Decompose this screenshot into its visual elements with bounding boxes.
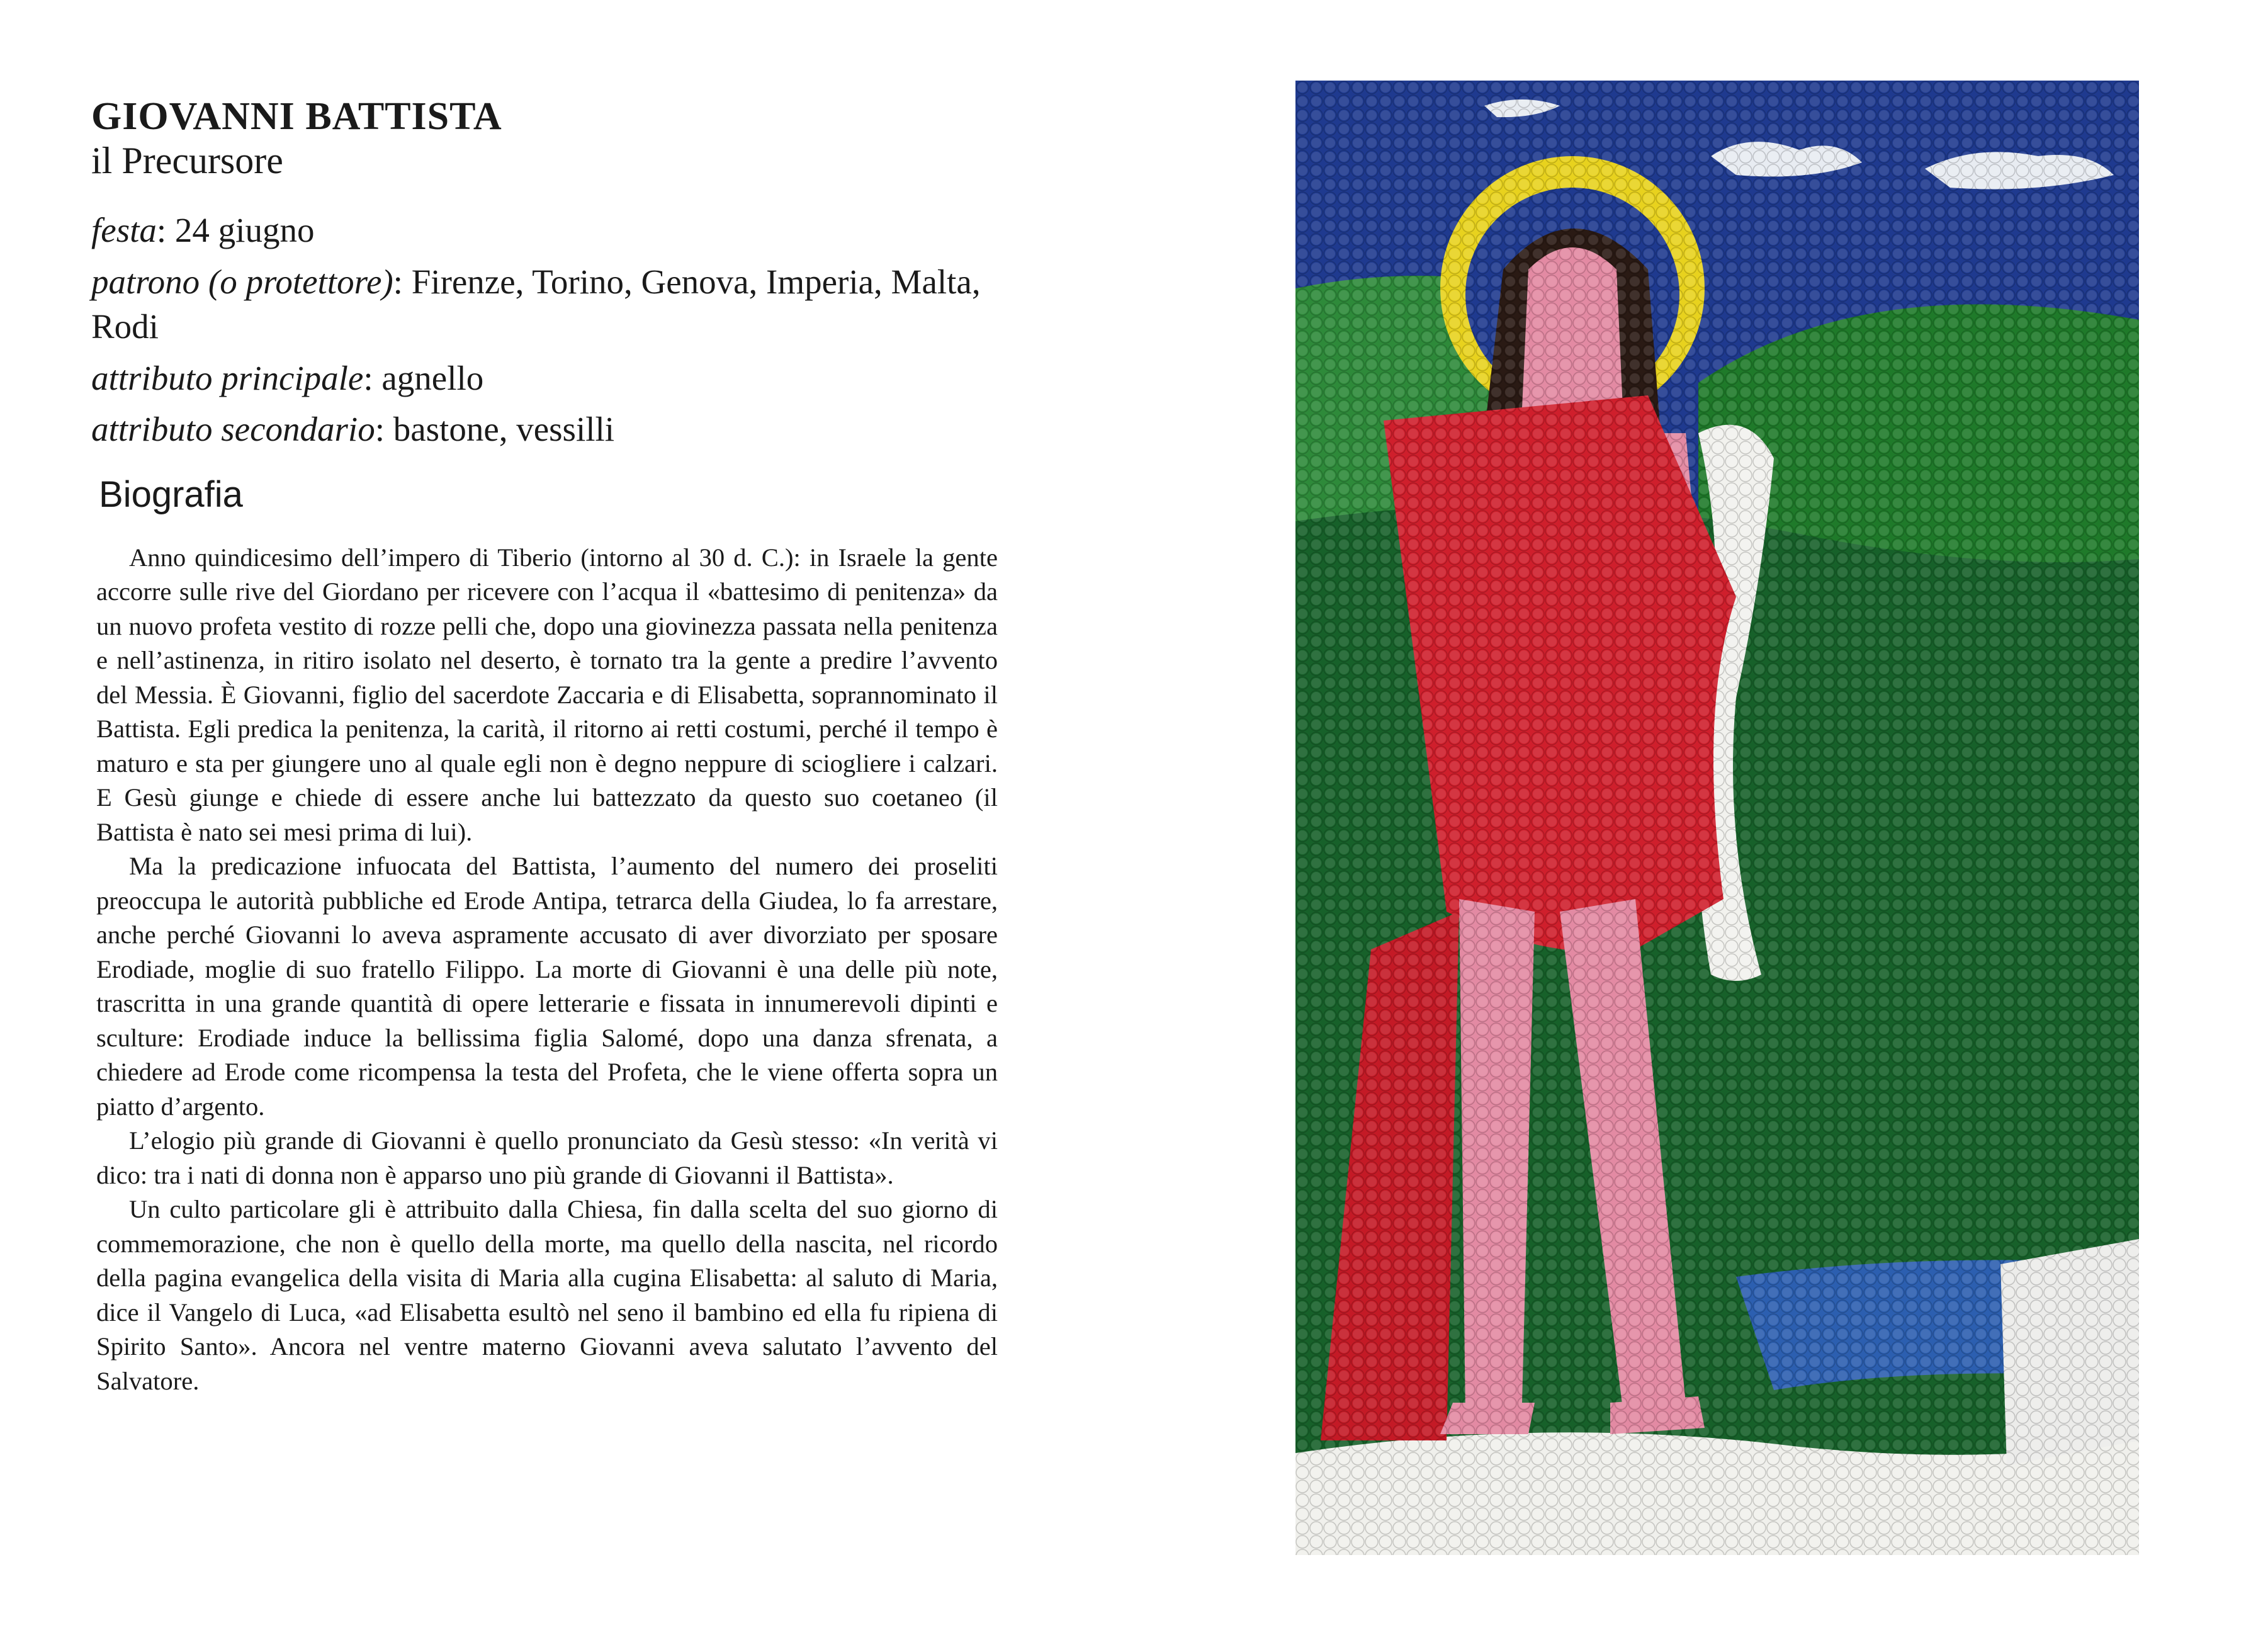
mosaic-svg: [1295, 81, 2139, 1555]
meta-main-attribute: [91, 356, 998, 401]
meta-value: : 24 giugno: [156, 211, 315, 250]
saint-name: GIOVANNI BATTISTA: [91, 95, 502, 138]
biography-paragraph: Un culto particolare gli è attribuito dalla Chiesa, fin dalla scelta del suo giorno di commemorazione, che non è quello della morte, ma quello della nascita, nel ricordo della pagina evangelica della visita di Maria alla cugina Elisabetta: al saluto di Maria, dice il Vangelo di Luca, «ad Elisabetta esultò nel seno il bambino ed ella fu ripiena di Spirito Santo». Ancora nel ventre materno Giovanni aveva salutato l’avvento del Salvatore.: [96, 1195, 998, 1395]
biography-paragraph: Ma la predicazione infuocata del Battista, l’aumento del numero dei proseliti preoccupa le autorità pubbliche ed Erode Antipa, tetrarca della Giudea, lo fa arrestare, anche perché Giovanni lo aveva aspramente accusato di aver divorziato per sposare Erodiade, moglie di suo fratello Filippo. La morte di Giovanni è una delle più note, trascritta in una grande quantità di opere letterarie e fissata in innumerevoli dipinti e sculture: Erodiade induce la bellissima figlia Salomé, dopo una danza sfrenata, a chiedere ad Erode come ricompensa la testa del Profeta, che le viene offerta sopra un piatto d’argento.: [96, 852, 998, 1121]
meta-value: : Firenze, Torino, Genova, Imperia, Malta, Rodi: [91, 262, 981, 346]
meta-value: : bastone, vessilli: [375, 410, 615, 449]
meta-patron: [91, 259, 998, 349]
meta-key: attributo principale: [91, 358, 364, 397]
meta-key: festa: [91, 211, 157, 250]
meta-secondary-attribute: [91, 407, 998, 452]
text-column: [91, 94, 998, 1398]
tessellation-texture: [1295, 81, 2139, 1555]
saint-epithet: il Precursore: [91, 140, 283, 182]
meta-key: patrono (o protettore): [91, 262, 393, 301]
biography-paragraph: Anno quindicesimo dell’impero di Tiberio (intorno al 30 d. C.): in Israele la gente accorre sulle rive del Giordano per ricevere con l’acqua il «battesimo di penitenza» da un nuovo profeta vestito di rozze pelli che, dopo una giovinezza passata nella penitenza e nell’astinenza, in ritiro isolato nel deserto, è tornato tra la gente a predire l’avvento del Messia. È Giovanni, figlio del sacerdote Zaccaria e di Elisabetta, soprannominato il Battista. Egli predica la penitenza, la carità, il ritorno ai retti costumi, perché il tempo è maturo e sta per giungere uno al quale egli non è degno neppure di sciogliere i calzari. E Gesù giunge e chiede di essere anche lui battezzato da questo suo coetaneo (il Battista è nato sei mesi prima di lui).: [96, 543, 998, 846]
meta-value: : agnello: [363, 358, 484, 397]
biography-text: [96, 541, 998, 1399]
biography-paragraph: L’elogio più grande di Giovanni è quello pronunciato da Gesù stesso: «In verità vi dico: tra i nati di donna non è apparso uno più grande di Giovanni il Battista».: [96, 1126, 998, 1189]
meta-key: attributo secondario: [91, 410, 375, 449]
section-title-biography: Biografia: [99, 473, 243, 515]
meta-feast: [91, 208, 998, 253]
mosaic-artwork: [1295, 81, 2139, 1555]
